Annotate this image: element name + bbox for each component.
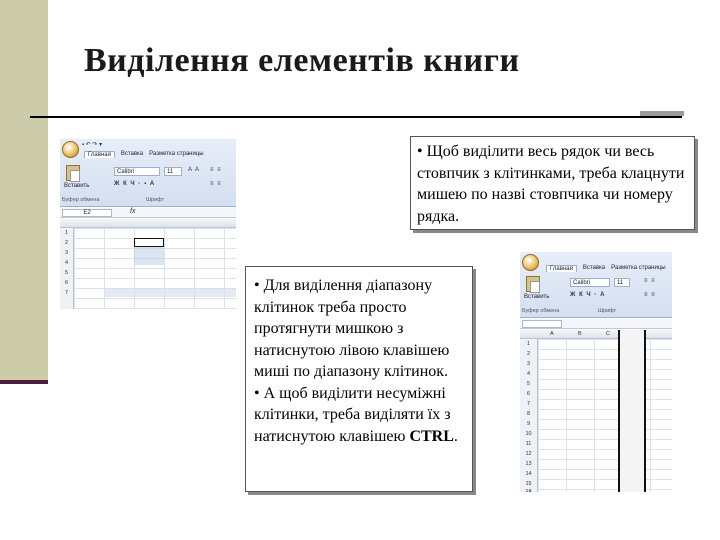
column-letter: B [578, 331, 582, 337]
tab-page-layout: Разметка страницы [149, 151, 204, 157]
row-number: 7 [526, 401, 531, 407]
row-number: 12 [525, 451, 532, 457]
row-number: 6 [526, 391, 531, 397]
tab-page-layout: Разметка страницы [611, 265, 666, 271]
column-header [520, 330, 672, 339]
selected-row-highlight [104, 288, 236, 297]
text-fragment: • А щоб виділити несуміжні клітинки, треба виділяти їх з натиснутою клавішею [254, 384, 451, 445]
tab-home: Главная [546, 265, 577, 272]
row-number: 3 [64, 250, 69, 256]
font-group-label: Шрифт [146, 197, 165, 203]
align-icons: ≡ ≡ [210, 167, 222, 173]
title-underline [30, 116, 682, 118]
row-number: 13 [525, 461, 532, 467]
quick-access-toolbar: ▪ ↶ ↷ ▾ [82, 142, 103, 148]
row-number: 4 [526, 371, 531, 377]
selected-column-highlight [618, 330, 646, 492]
row-number: 5 [64, 270, 69, 276]
clipboard-group-label: Буфер обмена [522, 308, 560, 314]
active-cell [134, 238, 164, 247]
align-icons-2: ≡ ≡ [644, 292, 656, 298]
selected-range [134, 247, 164, 265]
name-box: E2 [62, 209, 112, 217]
fx-icon: fx [130, 208, 136, 215]
text-fragment: . [453, 427, 458, 445]
text-paragraph [254, 383, 464, 448]
formula-bar [60, 208, 236, 218]
slide-title: Виділення елементів книги [84, 42, 520, 79]
tab-insert: Вставка [582, 265, 606, 271]
excel-ribbon [60, 139, 236, 207]
excel-screenshot-range-selection [60, 139, 236, 309]
ribbon-tabs [84, 151, 204, 158]
font-name-box: Calibri [570, 278, 610, 287]
row-number: 10 [525, 431, 532, 437]
spreadsheet-grid [520, 330, 672, 492]
bold-italic-underline-icons: Ж К Ч ▫ A [570, 292, 606, 298]
font-name-box: Calibri [114, 167, 160, 176]
row-number: 14 [525, 471, 532, 477]
text-paragraph: • Для виділення діапазону клітинок треба просто протягнути мишкою з натиснутою лівою клавішею миші по діапазону клітинок. [254, 277, 450, 380]
column-header [60, 219, 236, 228]
paste-label: Вставить [524, 294, 550, 300]
row-number: 11 [525, 441, 532, 447]
ribbon-tabs [546, 265, 666, 272]
column-letter: C [606, 331, 610, 337]
row-number: 15 [525, 481, 532, 487]
font-grow-icons: A A [188, 167, 201, 173]
tab-home: Главная [84, 151, 115, 158]
row-number: 2 [64, 240, 69, 246]
paste-icon [66, 165, 80, 181]
row-number: 2 [526, 351, 531, 357]
paste-label: Вставить [64, 183, 90, 189]
formula-bar [520, 319, 672, 329]
align-icons-2: ≡ ≡ [210, 181, 222, 187]
tab-insert: Вставка [120, 151, 144, 157]
spreadsheet-grid [60, 219, 236, 309]
paste-icon [526, 276, 540, 292]
row-number: 18 [525, 489, 532, 492]
name-box [522, 320, 562, 328]
clipboard-group-label: Буфер обмена [62, 197, 100, 203]
row-header [60, 228, 74, 309]
bold-italic-underline-icons: Ж К Ч ▫ ▪ A [114, 181, 156, 187]
text-box-row-column-selection [410, 136, 695, 230]
row-number: 1 [526, 341, 531, 347]
align-icons: ≡ ≡ [644, 278, 656, 284]
column-letter: A [550, 331, 554, 337]
title-underline-accent [640, 111, 684, 116]
office-button-icon [522, 254, 539, 271]
row-number: 5 [526, 381, 531, 387]
text-paragraph: • Щоб виділити весь рядок чи весь стовпчик з клітинками, треба клацнути мишею по назві стовпчика чи номеру рядка. [417, 143, 685, 225]
text-box-range-selection [245, 266, 473, 492]
row-number: 9 [526, 421, 531, 427]
font-group-label: Шрифт [598, 308, 617, 314]
row-number: 1 [64, 230, 69, 236]
font-size-box: 11 [614, 278, 630, 287]
row-header [520, 339, 538, 492]
row-number: 3 [526, 361, 531, 367]
row-number: 6 [64, 280, 69, 286]
side-decoration-bar [0, 0, 48, 383]
row-number: 7 [64, 290, 69, 296]
office-button-icon [62, 141, 79, 158]
row-number: 8 [526, 411, 531, 417]
excel-ribbon [520, 252, 672, 318]
ctrl-key-label: CTRL [409, 427, 454, 445]
font-size-box: 11 [164, 167, 182, 176]
excel-screenshot-column-selection [520, 252, 672, 492]
side-decoration-line [0, 380, 48, 384]
row-number: 4 [64, 260, 69, 266]
